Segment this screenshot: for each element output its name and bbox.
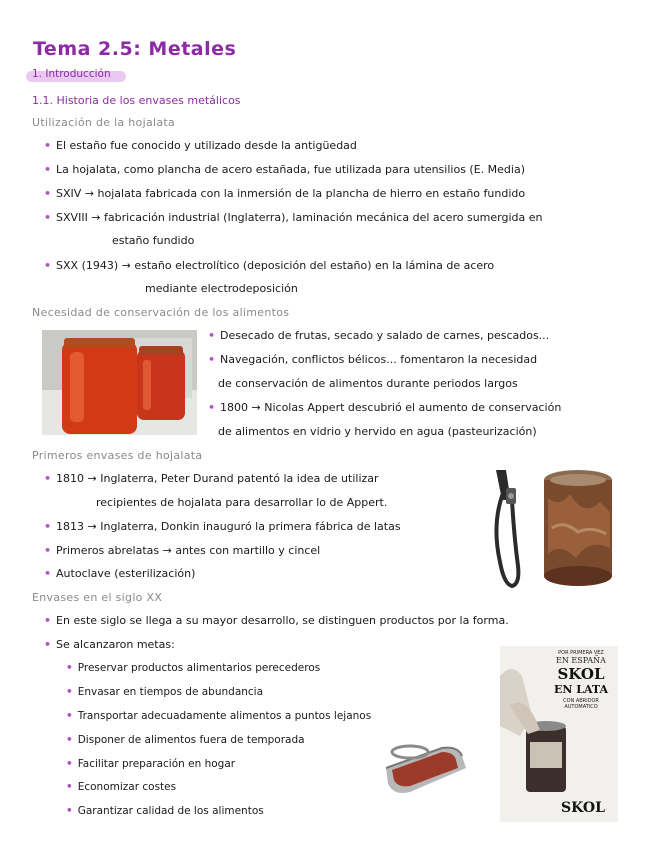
bullet-icon: • (44, 567, 52, 580)
list-item: • Facilitar preparación en hogar (66, 758, 236, 770)
bullet-icon: • (44, 211, 52, 224)
list-item-continuation: recipientes de hojalata para desarrollar lo de Appert. (96, 496, 388, 509)
list-item: • Garantizar calidad de los alimentos (66, 805, 264, 817)
list-item: • Navegación, conflictos bélicos... fomentaron la necesidad (208, 353, 538, 366)
list-item: • Economizar costes (66, 781, 177, 793)
bullet-icon: • (66, 781, 73, 793)
bullet-icon: • (66, 686, 73, 698)
section-heading (26, 68, 111, 82)
ad-brand-top: SKOL (557, 665, 605, 683)
bullet-icon: • (44, 544, 52, 557)
bullet-icon: • (208, 329, 216, 342)
ad-brand-bottom: SKOL (561, 800, 605, 816)
list-item: • Envasar en tiempos de abundancia (66, 686, 264, 698)
ad-line-1: POR PRIMERA VEZ (558, 650, 604, 656)
bullet-icon: • (44, 139, 52, 152)
list-item: • Desecado de frutas, secado y salado de carnes, pescados... (208, 329, 550, 342)
page-title: Tema 2.5: Metales (33, 38, 237, 60)
list-item: • SXX (1943) → estaño electrolítico (deposición del estaño) en la lámina de acero (44, 259, 495, 272)
section-label: 1. Introducción (32, 68, 111, 80)
bullet-icon: • (66, 710, 73, 722)
list-item: • 1800 → Nicolas Appert descubrió el aumento de conservación (208, 401, 562, 414)
bullet-icon: • (44, 259, 52, 272)
bullet-icon: • (44, 638, 52, 651)
block-heading-conservacion: Necesidad de conservación de los alimentos (32, 306, 290, 319)
list-item: • La hojalata, como plancha de acero estañada, fue utilizada para utensilios (E. Media) (44, 163, 525, 176)
bullet-icon: • (66, 758, 73, 770)
list-item-continuation: de alimentos en vidrio y hervido en agua (pasteurización) (218, 425, 537, 438)
bullet-icon: • (44, 472, 52, 485)
list-item: • SXIV → hojalata fabricada con la inmersión de la plancha de hierro en estaño fundido (44, 187, 526, 200)
list-item: • Autoclave (esterilización) (44, 567, 196, 580)
list-item-continuation: de conservación de alimentos durante periodos largos (218, 377, 518, 390)
bullet-icon: • (208, 353, 216, 366)
list-item: • Preservar productos alimentarios perecederos (66, 662, 321, 674)
bullet-icon: • (44, 614, 52, 627)
list-item: • Se alcanzaron metas: (44, 638, 175, 651)
ad-line-2: EN ESPAÑA (556, 656, 606, 665)
list-item: • En este siglo se llega a su mayor desarrollo, se distinguen productos por la forma. (44, 614, 509, 627)
bullet-icon: • (66, 805, 73, 817)
bullet-icon: • (44, 187, 52, 200)
sardine-tin-photo (380, 738, 470, 800)
block-heading-siglo-xx: Envases en el siglo XX (32, 591, 163, 604)
list-item: • 1813 → Inglaterra, Donkin inauguró la primera fábrica de latas (44, 520, 401, 533)
can-opener-photo (488, 466, 528, 590)
skol-advertisement (500, 646, 618, 822)
bullet-icon: • (66, 662, 73, 674)
ad-line-3: EN LATA (553, 683, 609, 696)
list-item: • SXVIII → fabricación industrial (Inglaterra), laminación mecánica del acero sumergida en (44, 211, 543, 224)
subsection-heading: 1.1. Historia de los envases metálicos (32, 94, 241, 107)
block-heading-hojalata: Utilización de la hojalata (32, 116, 176, 129)
list-item: • El estaño fue conocido y utilizado desde la antigüedad (44, 139, 357, 152)
jars-photo (42, 330, 197, 435)
list-item-continuation: mediante electrodeposición (145, 282, 298, 295)
bullet-icon: • (66, 734, 73, 746)
list-item-continuation: estaño fundido (112, 234, 195, 247)
bullet-icon: • (44, 520, 52, 533)
block-heading-primeros: Primeros envases de hojalata (32, 449, 203, 462)
bullet-icon: • (208, 401, 216, 414)
list-item: • Primeros abrelatas → antes con martillo y cincel (44, 544, 321, 557)
bullet-icon: • (44, 163, 52, 176)
list-item: • Disponer de alimentos fuera de temporada (66, 734, 305, 746)
rusty-can-photo (540, 468, 616, 588)
list-item: • 1810 → Inglaterra, Peter Durand patentó la idea de utilizar (44, 472, 379, 485)
ad-line-4: CON ABRIDOR AUTOMATICO (563, 698, 599, 710)
list-item: • Transportar adecuadamente alimentos a puntos lejanos (66, 710, 372, 722)
